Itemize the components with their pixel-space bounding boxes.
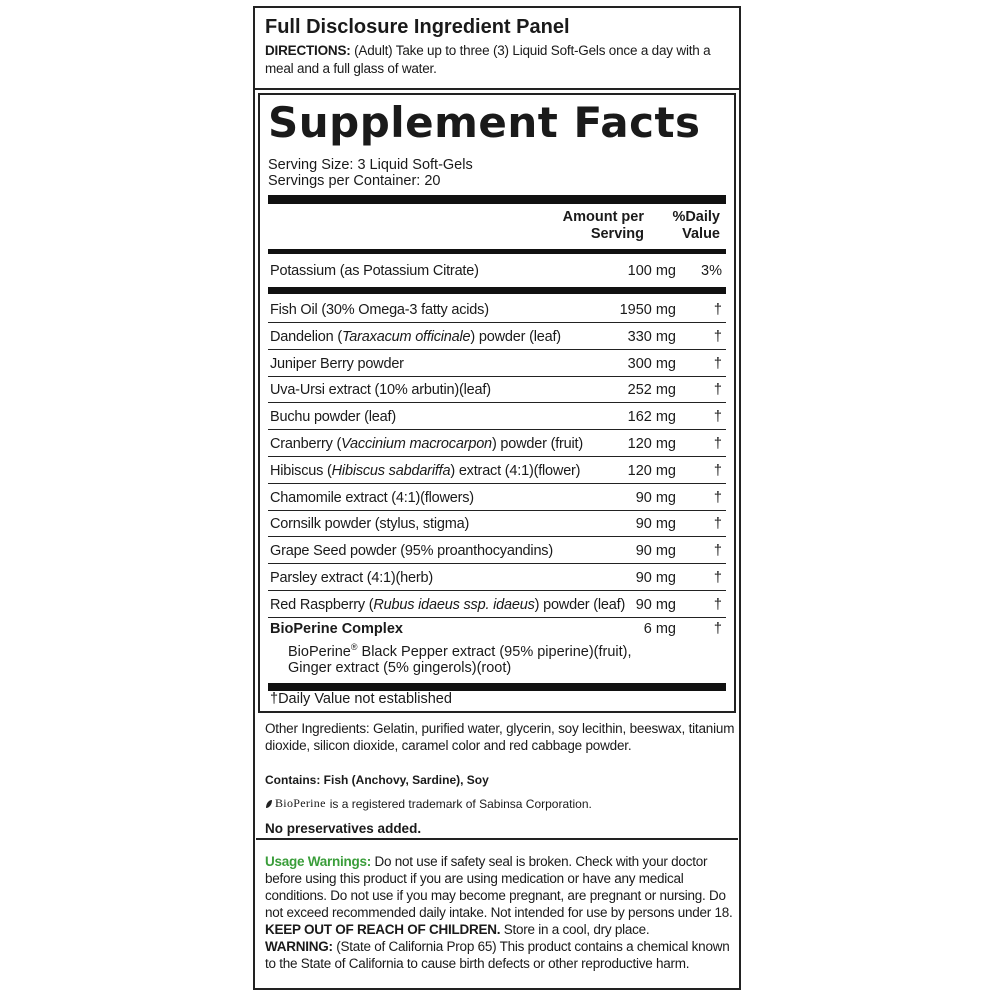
ingredient-dv: † (713, 596, 722, 613)
ingredient-row (268, 297, 726, 323)
ingredient-name-suffix: ) powder (leaf) (534, 596, 626, 613)
ingredient-dv: † (713, 436, 722, 452)
serving-info (268, 157, 473, 189)
other-ingredients: Other Ingredients: Gelatin, purified water, glycerin, soy lecithin, beeswax, titanium dioxide, silicon dioxide, caramel color and red cabbage powder. (265, 721, 735, 753)
ingredient-dv: † (713, 462, 722, 479)
blend-line1-a: BioPerine (288, 643, 351, 660)
ingredient-row (268, 404, 726, 430)
directions-text: (Adult) Take up to three (3) Liquid Soft-Gels once a day with a meal and a full glass of water. (265, 43, 711, 76)
ingredient-amount: 330 mg (627, 328, 676, 345)
trademark-text: is a registered trademark of Sabinsa Corporation. (329, 796, 592, 811)
ingredient-name-suffix: ) extract (4:1)(flower) (450, 462, 581, 479)
ingredient-row (268, 458, 726, 484)
ingredient-amount: 120 mg (627, 436, 676, 452)
leaf-icon (265, 799, 273, 809)
ingredient-name-suffix: ) powder (fruit) (491, 436, 584, 452)
ingredient-amount: 90 mg (635, 596, 676, 613)
botanical-name: Vaccinium macrocarpon (341, 436, 492, 452)
amount-header-line2: Serving (590, 226, 644, 242)
ingredient-name (270, 538, 553, 564)
ingredient-row (268, 511, 726, 537)
ingredient-name (270, 297, 489, 323)
ingredient-dv: † (713, 302, 722, 318)
thick-divider-3 (268, 683, 726, 691)
thick-divider (268, 195, 726, 204)
ingredient-name-text: Cranberry ( (270, 436, 342, 452)
directions-label: DIRECTIONS: (265, 43, 351, 58)
ingredient-name (270, 404, 396, 430)
ingredient-name-suffix: ) powder (leaf) (470, 328, 561, 345)
ingredient-name (270, 565, 433, 591)
ingredient-row (268, 351, 726, 377)
ingredient-name (270, 592, 625, 618)
amount-header-line1: Amount per (562, 209, 644, 225)
ingredient-amount: 300 mg (627, 355, 676, 372)
ingredient-name-text: Hibiscus ( (270, 462, 332, 479)
ingredient-name (270, 351, 404, 377)
ingredient-amount: 90 mg (635, 489, 676, 506)
dv-column-header (672, 209, 720, 243)
panel-header (255, 8, 739, 90)
ingredient-amount: 1950 mg (619, 302, 676, 318)
footnote: †Daily Value not established (270, 691, 452, 707)
ingredient-name (270, 458, 580, 484)
ingredient-name (270, 431, 583, 457)
ingredient-dv: † (713, 409, 722, 426)
panel-title: Full Disclosure Ingredient Panel (265, 16, 570, 38)
ingredient-amount: 90 mg (635, 570, 676, 586)
ingredient-dv: † (713, 516, 722, 533)
ingredient-name-text: Juniper Berry powder (270, 355, 404, 372)
ingredient-amount: 162 mg (627, 409, 676, 426)
nutrient-name: Potassium (as Potassium Citrate) (270, 263, 479, 279)
botanical-name: Hibiscus sabdariffa (331, 462, 451, 479)
ingredient-name-text: Chamomile extract (4:1)(flowers) (270, 489, 474, 506)
warnings-divider (256, 838, 738, 840)
ingredient-name-text: Fish Oil (30% Omega-3 fatty acids) (270, 302, 489, 318)
ingredient-name (270, 324, 561, 350)
ingredient-row (268, 485, 726, 511)
ingredient-name-text: Dandelion ( (270, 328, 342, 345)
prop65-text: (State of California Prop 65) This product contains a chemical known to the State of California to cause birth defects or other reproductive harm. (265, 939, 730, 971)
bioperine-complex (268, 619, 726, 681)
amount-column-header (563, 209, 644, 243)
ingredient-amount: 90 mg (635, 543, 676, 560)
ingredient-row (268, 324, 726, 350)
prop65-label: WARNING: (265, 939, 333, 954)
ingredient-dv: † (713, 355, 722, 372)
ingredient-row (268, 538, 726, 564)
ingredient-dv: † (713, 489, 722, 506)
ingredient-dv: † (713, 328, 722, 345)
keep-out-of-reach: KEEP OUT OF REACH OF CHILDREN. (265, 922, 501, 937)
ingredient-dv: † (713, 543, 722, 560)
dv-header-line1: %Daily (672, 209, 720, 225)
ingredient-row (268, 565, 726, 591)
ingredient-name-text: Buchu powder (leaf) (270, 409, 396, 426)
dv-header-line2: Value (682, 226, 720, 242)
ingredient-row (268, 592, 726, 618)
ingredient-row (268, 431, 726, 457)
blend-dv: † (713, 621, 722, 637)
ingredient-name-text: Grape Seed powder (95% proanthocyandins) (270, 543, 553, 560)
blend-components (288, 639, 632, 676)
bioperine-trademark (265, 796, 592, 811)
warnings-text-1: Do not use if safety seal is broken. Check with your doctor before using this product if you are using medication or have any medical conditions. Do not use if you may become pregnant, are pregnant or nursing. Do not exceed recommended daily intake. Not intended for use by persons under 18. (265, 854, 733, 920)
supplement-facts-title: Supplement Facts (268, 98, 701, 147)
ingredient-name-text: Parsley extract (4:1)(herb) (270, 570, 434, 586)
nutrient-amount: 100 mg (627, 263, 676, 279)
botanical-name: Taraxacum officinale (341, 328, 471, 345)
blend-line-1 (288, 639, 632, 660)
ingredient-dv: † (713, 570, 722, 586)
ingredient-amount: 90 mg (635, 516, 676, 533)
warnings-text-2: Store in a cool, dry place. (500, 922, 650, 937)
ingredient-name (270, 485, 474, 511)
blend-name: BioPerine Complex (270, 621, 403, 637)
blend-line1-b: Black Pepper extract (95% piperine)(fruit), (357, 643, 632, 660)
serving-size: Serving Size: 3 Liquid Soft-Gels (268, 157, 473, 173)
medium-divider (268, 249, 726, 254)
allergen-contains: Contains: Fish (Anchovy, Sardine), Soy (265, 773, 489, 787)
thick-divider-2 (268, 287, 726, 294)
nutrient-row-potassium (268, 258, 726, 284)
directions (265, 42, 731, 78)
ingredient-name-text: Red Raspberry ( (270, 596, 374, 613)
ingredient-row (268, 377, 726, 403)
ingredient-name-text: Cornsilk powder (stylus, stigma) (270, 516, 470, 533)
servings-per-container: Servings per Container: 20 (268, 173, 441, 189)
blend-line-2: Ginger extract (5% gingerols)(root) (288, 659, 512, 676)
ingredient-name (270, 377, 491, 403)
usage-warnings (265, 853, 739, 972)
ingredient-name-text: Uva-Ursi extract (10% arbutin)(leaf) (270, 382, 491, 399)
ingredient-panel (253, 6, 741, 990)
usage-warnings-label: Usage Warnings: (265, 854, 372, 869)
ingredient-amount: 120 mg (627, 462, 676, 479)
bioperine-logo: BioPerine (275, 796, 326, 810)
nutrient-dv: 3% (701, 263, 722, 279)
ingredient-dv: † (713, 382, 722, 399)
ingredient-amount: 252 mg (627, 382, 676, 399)
supplement-facts-box (258, 93, 736, 713)
ingredient-name (270, 511, 469, 537)
botanical-name: Rubus idaeus ssp. idaeus (373, 596, 535, 613)
blend-amount: 6 mg (643, 621, 676, 637)
registered-mark: ® (350, 642, 358, 652)
no-preservatives: No preservatives added. (265, 821, 422, 836)
